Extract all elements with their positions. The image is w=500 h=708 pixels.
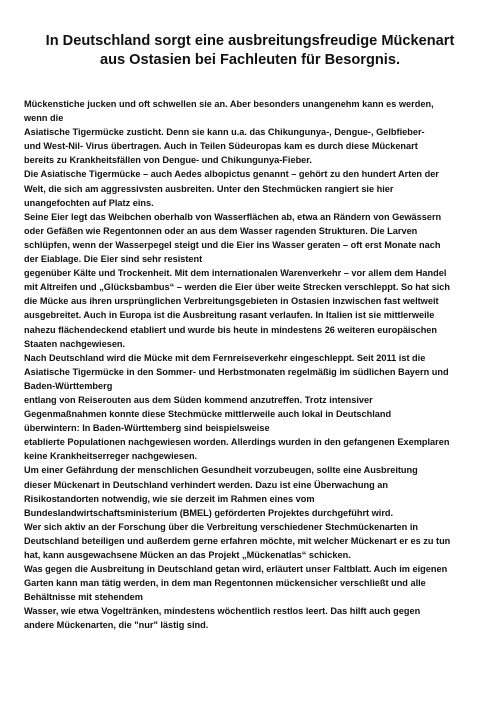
body-text-line: ausgebreitet. Auch in Europa ist die Ausbreitung rasant verlaufen. In Italien ist sie mittlerweile <box>24 310 435 321</box>
body-text-line: etablierte Populationen nachgewiesen worden. Allerdings wurden in den gefangenen Exemplaren <box>24 437 450 448</box>
body-text-line: Wer sich aktiv an der Forschung über die Verbreitung verschiedener Stechmückenarten in <box>24 521 418 532</box>
title-line: In Deutschland sorgt eine ausbreitungsfreudige Mückenart <box>45 33 455 49</box>
body-text-line: überwintern: In Baden-Württemberg sind beispielsweise <box>24 423 270 434</box>
body-text-line: Seine Eier legt das Weibchen oberhalb von Wasserflächen ab, etwa an Rändern von Gewässern <box>24 211 442 222</box>
document-title <box>20 32 480 70</box>
body-text-line: keine Krankheitserreger nachgewiesen. <box>24 451 198 462</box>
body-text-line: Mückenstiche jucken und oft schwellen sie an. Aber besonders unangenehm kann es werden, <box>24 99 434 109</box>
body-text-line: schlüpfen, wenn der Wasserpegel steigt und die Eier ins Wasser geraten – oft erst Monate nach <box>24 239 441 250</box>
body-text-line: die Mücke aus ihren ursprünglichen Verbreitungsgebieten in Ostasien inzwischen fast weltweit <box>24 296 439 307</box>
body-text-line: bereits zu Krankheitsfällen von Dengue- und Chikungunya-Fieber. <box>24 155 312 166</box>
body-text-line: hat, kann ausgewachsene Mücken an das Projekt „Mückenatlas“ schicken. <box>24 550 351 560</box>
body-text-line: Nach Deutschland wird die Mücke mit dem Fernreiseverkehr eingeschleppt. Seit 2011 ist die <box>24 352 426 363</box>
body-text-line: gegenüber Kälte und Trockenheit. Mit dem internationalen Warenverkehr – vor allem dem Handel <box>24 268 447 279</box>
body-text-line: Welt, die sich am aggressivsten ausbreiten. Unter den Stechmücken rangiert sie hier <box>24 183 394 194</box>
body-text-line: Deutschland beteiligen und außerdem gerne erfahren möchte, mit welcher Mückenart er es zu tun <box>24 535 451 546</box>
body-text-line: Asiatische Tigermücke zusticht. Denn sie kann u.a. das Chikungunya-, Dengue-, Gelbfieber- <box>24 127 425 138</box>
body-text-line: dieser Mückenart in Deutschland verhindert werden. Dazu ist eine Überwachung an <box>24 479 389 490</box>
body-text-line: entlang von Reiserouten aus dem Süden kommend anzutreffen. Trotz intensiver <box>24 394 373 405</box>
body-text-line: Behältnisse mit stehendem <box>24 592 143 603</box>
body-text-line: Gegenmaßnahmen konnte diese Stechmücke mittlerweile auch lokal in Deutschland <box>24 409 392 420</box>
body-text-line: und West-Nil- Virus übertragen. Auch in Teilen Südeuropas kam es durch diese Mückenart <box>24 141 418 152</box>
body-text-line: Wasser, wie etwa Vogeltränken, mindestens wöchentlich restlos leert. Das hilft auch gegen <box>24 606 421 617</box>
body-text-line: oder Gefäßen wie Regentonnen oder an aus dem Wasser ragenden Strukturen. Die Larven <box>24 225 418 236</box>
body-text-line: Um einer Gefährdung der menschlichen Gesundheit vorzubeugen, sollte eine Ausbreitung <box>24 465 418 476</box>
body-text-line: nahezu flächendeckend etabliert und wurde bis heute in mindestens 26 weiteren europäischen <box>24 324 438 335</box>
body-text-line: Asiatische Tigermücke in den Sommer- und Herbstmonaten regelmäßig im südlichen Bayern und <box>24 366 449 377</box>
body-text-line: Baden-Württemberg <box>24 380 113 391</box>
body-text-line: Die Asiatische Tigermücke – auch Aedes albopictus genannt – gehört zu den hundert Arten der <box>24 169 439 180</box>
title-line: aus Ostasien bei Fachleuten für Besorgnis. <box>99 52 401 68</box>
body-text-line: wenn die <box>24 113 64 124</box>
body-text-line: andere Mückenarten, die "nur" lästig sind. <box>24 620 209 631</box>
body-text-line: Risikostandorten notwendig, wie sie derzeit im Rahmen eines vom <box>24 493 315 504</box>
body-text-line: Garten kann man tätig werden, in dem man Regentonnen mückensicher verschließt und alle <box>24 578 426 589</box>
document-body <box>24 97 484 633</box>
body-text-line: Bundeslandwirtschaftsministerium (BMEL) geförderten Projektes durchgeführt wird. <box>24 507 394 518</box>
body-text-line: Staaten nachgewiesen. <box>24 338 126 349</box>
body-text-line: unangefochten auf Platz eins. <box>24 197 154 208</box>
body-text-line: Was gegen die Ausbreitung in Deutschland getan wird, erläutert unser Faltblatt. Auch im eigenen <box>24 564 448 575</box>
body-text-line: mit Altreifen und „Glücksbambus“ – werden die Eier über weite Strecken verschleppt. So hat sich <box>24 282 450 293</box>
body-text-line: der Eiablage. Die Eier sind sehr resistent <box>24 254 203 265</box>
